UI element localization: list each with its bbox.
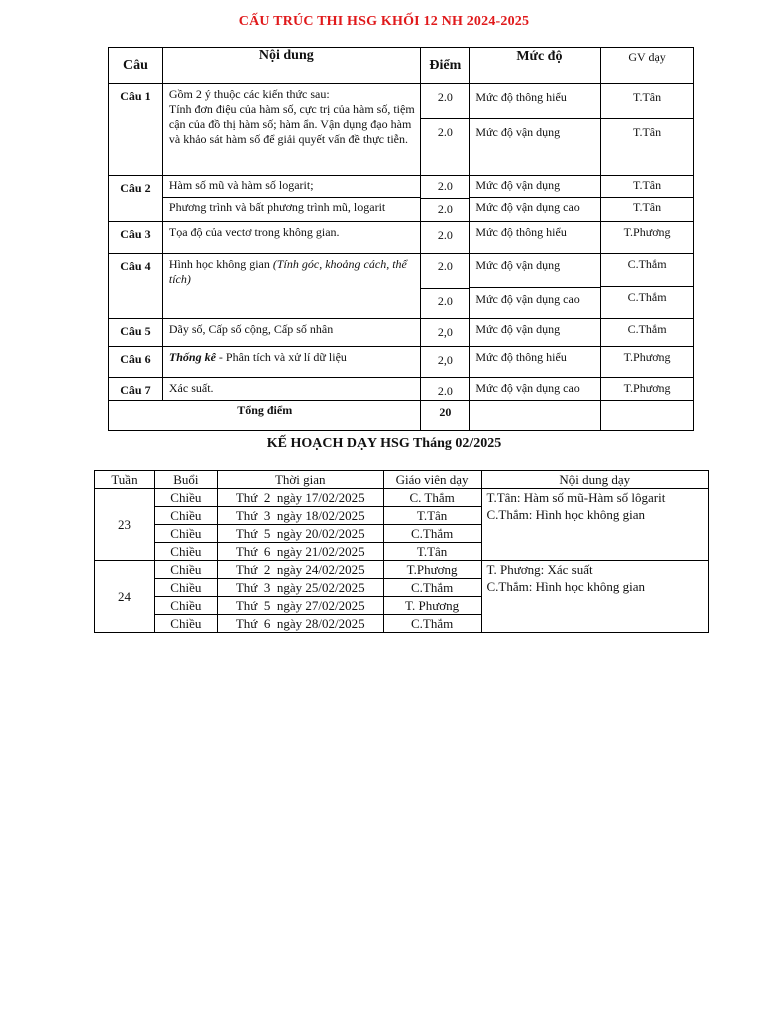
content-line: - Phân tích và xử lí dữ liệu [215,350,347,364]
content-line: Gồm 2 ý thuộc các kiến thức sau: [168,87,330,101]
date: Thứ 6 ngày 21/02/2025 [217,543,383,561]
mucdo-cell [470,254,601,319]
empty-cell [601,401,694,431]
date: Thứ 5 ngày 27/02/2025 [217,597,383,615]
gv-value: T.Tân [601,197,693,219]
empty-cell [470,401,601,431]
mucdo-value: Mức độ vận dụng [475,178,561,192]
table-row [95,561,709,579]
header-cau: Câu [109,48,163,84]
table-row [109,176,694,222]
mucdo-value: Mức độ vận dụng [470,118,600,175]
gv-cell [601,176,694,222]
content-bold-italic: Thống kê [168,350,216,364]
gv-value: C.Thắm [627,257,667,271]
header-mucdo: Mức độ [470,48,601,84]
diem-value: 2.0 [421,118,469,175]
content-line: Hình học không gian [168,257,273,271]
diem-value: 2.0 [437,259,453,273]
mucdo-cell [470,84,601,176]
cau-label: Câu 1 [109,84,163,176]
table-row [109,254,694,319]
date: Thứ 6 ngày 28/02/2025 [217,615,383,633]
table-row [109,378,694,401]
teacher: T.Phương [383,561,481,579]
teacher: C.Thắm [383,615,481,633]
content-italic: (Tính góc, khoảng cách, thể tích) [168,257,407,286]
diem-value: 2.0 [421,222,470,254]
diem-cell [421,176,470,222]
teacher: C. Thắm [383,489,481,507]
content-line: Phương trình và bất phương trình mũ, logarit [163,197,421,219]
teaching-plan-table [94,470,709,633]
table-row [109,347,694,378]
header-noidung: Nội dung dạy [481,471,709,489]
cau-content [162,254,421,319]
cau-content [162,347,421,378]
date: Thứ 3 ngày 18/02/2025 [217,507,383,525]
diem-cell [421,84,470,176]
diem-cell [421,254,470,319]
diem-value: 2.0 [421,378,470,401]
content-line: C.Thắm: Hình học không gian [486,579,646,594]
cau-label: Câu 6 [109,347,163,378]
plan-title: KẾ HOẠCH DẠY HSG Tháng 02/2025 [266,436,502,451]
header-gv: GV dạy [601,48,694,84]
total-row [109,401,694,431]
table-row [109,319,694,347]
session: Chiều [154,507,217,525]
gv-cell [601,254,694,319]
teacher: T. Phương [383,597,481,615]
cau-label: Câu 4 [109,254,163,319]
teacher: C.Thắm [383,579,481,597]
mucdo-cell [470,176,601,222]
date: Thứ 2 ngày 17/02/2025 [217,489,383,507]
gv-value: C.Thắm [601,286,693,314]
content-line: Tính đơn điệu của hàm số, cực trị của hàm số, tiệm cận của đồ thị hàm số; hàm ẩn. Vận dụng đạo hàm và khảo sát hàm số để giải quyết vấn đề thực tiễn. [168,102,415,146]
date: Thứ 2 ngày 24/02/2025 [217,561,383,579]
diem-value: 2.0 [421,288,469,318]
diem-value: 2.0 [437,90,453,104]
cau-label: Câu 2 [109,176,163,222]
diem-value: 2.0 [421,198,469,221]
teacher: C.Thắm [383,525,481,543]
mucdo-value: Mức độ vận dụng [475,258,561,272]
session: Chiều [154,579,217,597]
mucdo-value: Mức độ vận dụng [470,319,601,347]
document-title: CẤU TRÚC THI HSG KHỐI 12 NH 2024-2025 [238,14,530,29]
session: Chiều [154,561,217,579]
mucdo-value: Mức độ vận dụng cao [470,197,600,219]
gv-value: T.Tân [633,90,662,104]
gv-value: C.Thắm [601,319,694,347]
cau-content [162,84,421,176]
table-header-row [109,48,694,84]
mucdo-value: Mức độ thông hiểu [470,222,601,254]
diem-value: 2,0 [421,319,470,347]
gv-value: T.Tân [633,178,662,192]
teacher: T.Tân [383,507,481,525]
content-line: T. Phương: Xác suất [486,562,593,577]
header-thoigian: Thời gian [217,471,383,489]
gv-cell [601,84,694,176]
teaching-content [481,489,709,561]
header-noidung-label: Nội dung [258,48,314,63]
table-row [95,489,709,507]
gv-value: T.Phương [601,378,694,401]
gv-value: T.Phương [601,347,694,378]
date: Thứ 3 ngày 25/02/2025 [217,579,383,597]
week-number: 24 [95,561,155,633]
table-header-row [95,471,709,489]
cau-content [162,176,421,222]
cau-label: Câu 5 [109,319,163,347]
total-label: Tổng điểm [109,401,421,431]
cau-content: Xác suất. [162,378,421,401]
mucdo-value: Mức độ vận dụng cao [470,378,601,401]
diem-value: 2.0 [437,179,453,193]
content-line: T.Tân: Hàm số mũ-Hàm số lôgarit [486,490,666,505]
content-line: C.Thắm: Hình học không gian [486,507,646,522]
header-noidung [162,48,421,84]
diem-value: 2,0 [421,347,470,378]
mucdo-value: Mức độ vận dụng cao [470,287,600,316]
cau-content: Dãy số, Cấp số cộng, Cấp số nhân [162,319,421,347]
total-value: 20 [421,401,470,431]
session: Chiều [154,489,217,507]
session: Chiều [154,543,217,561]
table-row [109,84,694,176]
date: Thứ 5 ngày 20/02/2025 [217,525,383,543]
teaching-content [481,561,709,633]
gv-value: T.Tân [601,118,693,175]
content-line: Hàm số mũ và hàm số logarit; [168,178,314,192]
week-number: 23 [95,489,155,561]
exam-structure-table [108,47,694,431]
cau-content: Tọa độ của vectơ trong không gian. [162,222,421,254]
session: Chiều [154,615,217,633]
mucdo-value: Mức độ thông hiểu [475,90,567,104]
table-row [109,222,694,254]
teacher: T.Tân [383,543,481,561]
mucdo-value: Mức độ thông hiểu [470,347,601,378]
cau-label: Câu 3 [109,222,163,254]
cau-label: Câu 7 [109,378,163,401]
header-gv: Giáo viên dạy [383,471,481,489]
gv-value: T.Phương [601,222,694,254]
header-diem: Điểm [421,48,470,84]
session: Chiều [154,525,217,543]
header-tuan: Tuần [95,471,155,489]
header-buoi: Buổi [154,471,217,489]
session: Chiều [154,597,217,615]
